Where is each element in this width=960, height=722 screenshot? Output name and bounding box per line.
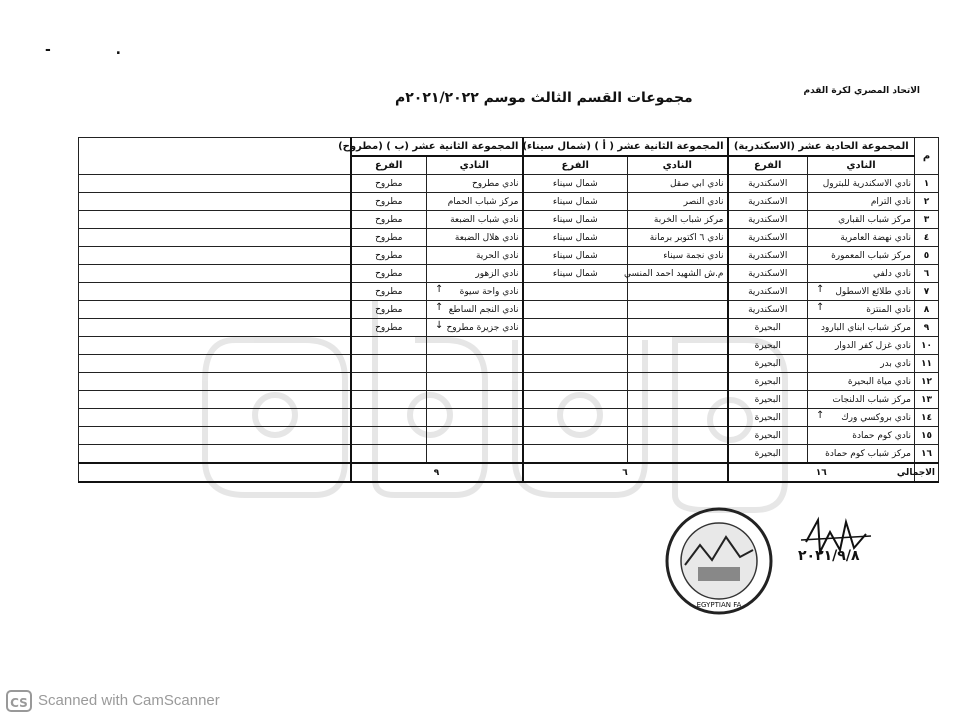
group12a-branch: [523, 301, 628, 319]
row-number: ٣: [915, 211, 939, 229]
group12a-title: المجموعة الثانية عشر ( أ ) (شمال سيناء): [523, 138, 728, 157]
group12a-branch: شمال سيناء: [523, 229, 628, 247]
group12a-branch: [523, 337, 628, 355]
table-row: [79, 409, 939, 427]
group11-club: مركز شباب كوم حمادة: [808, 445, 915, 464]
group12b-total: ٩: [351, 463, 523, 482]
group12b-branch: [351, 373, 427, 391]
group11-branch: الاسكندرية: [728, 211, 808, 229]
empty-cell: [79, 193, 351, 211]
group11-branch: البحيرة: [728, 337, 808, 355]
group11-club: نادي مياة البحيرة: [808, 373, 915, 391]
group12b-club: [427, 373, 523, 391]
group12a-club: م.ش الشهيد احمد المنسي: [628, 265, 728, 283]
group12b-club: [427, 409, 523, 427]
group11-branch: البحيرة: [728, 409, 808, 427]
group12a-club: [628, 427, 728, 445]
group12b-club: نادي الزهور: [427, 265, 523, 283]
group12a-branch: [523, 409, 628, 427]
group11-club: نادي الترام: [808, 193, 915, 211]
empty-cell: [79, 301, 351, 319]
group11-club: نادي المنتزة ↑: [808, 301, 915, 319]
group11-club: نادي الاسكندرية للبترول: [808, 175, 915, 193]
group11-branch: البحيرة: [728, 427, 808, 445]
group11-title: المجموعة الحادية عشر (الاسكندرية): [728, 138, 915, 157]
group12b-club: [427, 355, 523, 373]
group11-branch: البحيرة: [728, 319, 808, 337]
table-row: [79, 445, 939, 464]
group12a-branch: [523, 283, 628, 301]
group12a-branch: شمال سيناء: [523, 211, 628, 229]
arrow-icon: ↑: [816, 302, 825, 313]
table-row: [79, 373, 939, 391]
group12a-total: ٦: [523, 463, 728, 482]
group12a-club: [628, 283, 728, 301]
group11-club: نادي نهضة العامرية: [808, 229, 915, 247]
group12b-branch: [351, 391, 427, 409]
group12a-branch: [523, 391, 628, 409]
group12a-branch: [523, 355, 628, 373]
federation-name: الاتحاد المصري لكرة القدم: [803, 86, 920, 96]
group12b-branch: مطروح: [351, 265, 427, 283]
group11-club: مركز شباب الدلنجات: [808, 391, 915, 409]
empty-cell: [79, 247, 351, 265]
group12b-branch: [351, 409, 427, 427]
group12b-club: [427, 445, 523, 464]
group12b-club: [427, 391, 523, 409]
row-number: ١٢: [915, 373, 939, 391]
empty-column-header: [79, 138, 351, 175]
empty-cell: [79, 211, 351, 229]
col-num-header: م: [915, 138, 939, 175]
group12b-branch-header: الفرع: [351, 156, 427, 175]
empty-total-cell: [79, 463, 351, 482]
group12b-club: [427, 427, 523, 445]
camscanner-logo-icon: CS: [6, 690, 32, 712]
empty-cell: [79, 409, 351, 427]
group11-branch: البحيرة: [728, 391, 808, 409]
group12a-branch: شمال سيناء: [523, 175, 628, 193]
group12a-branch: شمال سيناء: [523, 193, 628, 211]
group12a-club: مركز شباب الخربة: [628, 211, 728, 229]
group12a-club: [628, 319, 728, 337]
group11-club: نادي طلائع الاسطول ↑: [808, 283, 915, 301]
empty-cell: [79, 373, 351, 391]
group11-branch: الاسكندرية: [728, 265, 808, 283]
row-number: ١٤: [915, 409, 939, 427]
group12b-branch: مطروح: [351, 229, 427, 247]
table-row: [79, 355, 939, 373]
table-row: [79, 193, 939, 211]
svg-text:EGYPTIAN FA: EGYPTIAN FA: [696, 601, 742, 609]
row-number: ٥: [915, 247, 939, 265]
group11-branch: الاسكندرية: [728, 175, 808, 193]
table-row: [79, 301, 939, 319]
group11-branch-header: الفرع: [728, 156, 808, 175]
row-number: ٦: [915, 265, 939, 283]
empty-cell: [79, 283, 351, 301]
group12a-club: نادي ٦ اكتوبر برمانة: [628, 229, 728, 247]
arrow-icon: ↑: [816, 284, 825, 295]
seal-stamp: [660, 505, 778, 617]
group12a-club-header: النادي: [628, 156, 728, 175]
empty-cell: [79, 427, 351, 445]
top-marks: - .: [45, 42, 152, 58]
group11-branch: البحيرة: [728, 373, 808, 391]
group12a-club: نادي ابي صقل: [628, 175, 728, 193]
group12a-club: [628, 301, 728, 319]
group11-club: نادي غزل كفر الدوار: [808, 337, 915, 355]
empty-cell: [79, 319, 351, 337]
group12b-club-header: النادي: [427, 156, 523, 175]
row-number: ١٥: [915, 427, 939, 445]
total-row: [79, 463, 939, 482]
empty-cell: [79, 445, 351, 464]
group12a-branch: شمال سيناء: [523, 265, 628, 283]
row-number: ٩: [915, 319, 939, 337]
arrow-icon: ↑: [435, 302, 444, 313]
group11-branch: الاسكندرية: [728, 301, 808, 319]
group12a-club: نادي النصر: [628, 193, 728, 211]
group12a-branch: شمال سيناء: [523, 247, 628, 265]
row-number: ٧: [915, 283, 939, 301]
group12b-club: نادي الحرية: [427, 247, 523, 265]
row-number: ١: [915, 175, 939, 193]
group11-branch: الاسكندرية: [728, 283, 808, 301]
group12b-branch: [351, 445, 427, 464]
group11-branch: الاسكندرية: [728, 193, 808, 211]
total-label: الاجمالي: [915, 463, 939, 482]
table-row: [79, 265, 939, 283]
group12a-club: [628, 445, 728, 464]
group11-club-header: النادي: [808, 156, 915, 175]
group11-club: نادي كوم حمادة: [808, 427, 915, 445]
group11-club: نادي بروكسي ورك ↑: [808, 409, 915, 427]
group12b-club: نادي شباب الضبعة: [427, 211, 523, 229]
group11-club: مركز شباب القباري: [808, 211, 915, 229]
group12b-branch: [351, 337, 427, 355]
group12b-branch: مطروح: [351, 247, 427, 265]
group11-branch: البحيرة: [728, 355, 808, 373]
row-number: ١٠: [915, 337, 939, 355]
group12a-club: [628, 373, 728, 391]
table-row: [79, 211, 939, 229]
table-row: [79, 283, 939, 301]
group11-branch: الاسكندرية: [728, 247, 808, 265]
groups-table: [78, 137, 939, 483]
camscanner-label: Scanned with CamScanner: [38, 692, 220, 709]
group12a-club: [628, 409, 728, 427]
group12b-branch: مطروح: [351, 211, 427, 229]
group12b-club: مركز شباب الحمام: [427, 193, 523, 211]
group12b-branch: مطروح: [351, 193, 427, 211]
group12b-club: [427, 337, 523, 355]
empty-cell: [79, 265, 351, 283]
group11-branch: البحيرة: [728, 445, 808, 464]
group12a-club: نادي نجمة سيناء: [628, 247, 728, 265]
group11-club: نادي بدر: [808, 355, 915, 373]
group12a-club: [628, 355, 728, 373]
group12a-branch: [523, 373, 628, 391]
group12b-club: نادي واحة سيوة ↑: [427, 283, 523, 301]
empty-cell: [79, 337, 351, 355]
group12b-branch: مطروح: [351, 175, 427, 193]
group12b-branch: [351, 427, 427, 445]
group12a-branch: [523, 427, 628, 445]
row-number: ١٦: [915, 445, 939, 464]
group12a-branch: [523, 445, 628, 464]
group12a-club: [628, 337, 728, 355]
table-row: [79, 319, 939, 337]
signature-date: ٢٠٢١/٩/٨: [798, 548, 860, 564]
group12b-club: نادي مطروح: [427, 175, 523, 193]
empty-cell: [79, 391, 351, 409]
arrow-icon: ↑: [435, 284, 444, 295]
group12b-branch: [351, 355, 427, 373]
group11-branch: الاسكندرية: [728, 229, 808, 247]
empty-cell: [79, 175, 351, 193]
group12a-club: [628, 391, 728, 409]
table-row: [79, 427, 939, 445]
row-number: ١١: [915, 355, 939, 373]
group11-club: مركز شباب ابناي البارود: [808, 319, 915, 337]
arrow-icon: ↓: [435, 320, 444, 331]
group11-total: ١٦: [728, 463, 915, 482]
row-number: ٨: [915, 301, 939, 319]
table-row: [79, 337, 939, 355]
group12a-branch: [523, 319, 628, 337]
row-number: ٤: [915, 229, 939, 247]
group12b-branch: مطروح: [351, 283, 427, 301]
group12b-club: نادي النجم الساطع ↑: [427, 301, 523, 319]
group11-club: مركز شباب المعمورة: [808, 247, 915, 265]
group12b-branch: مطروح: [351, 301, 427, 319]
table-row: [79, 175, 939, 193]
group12b-title: المجموعة الثانية عشر (ب ) (مطروح): [351, 138, 523, 157]
empty-cell: [79, 355, 351, 373]
group11-club: نادي دلفي: [808, 265, 915, 283]
table-row: [79, 391, 939, 409]
group12a-branch-header: الفرع: [523, 156, 628, 175]
row-number: ٢: [915, 193, 939, 211]
page-title: مجموعات القسم الثالث موسم ٢٠٢١/٢٠٢٢م: [395, 90, 693, 106]
group12b-club: نادي هلال الضبعة: [427, 229, 523, 247]
row-number: ١٣: [915, 391, 939, 409]
group12b-branch: مطروح: [351, 319, 427, 337]
table-row: [79, 229, 939, 247]
table-row: [79, 247, 939, 265]
group12b-club: نادي جزيرة مطروح ↓: [427, 319, 523, 337]
arrow-icon: ↑: [816, 410, 825, 421]
empty-cell: [79, 229, 351, 247]
